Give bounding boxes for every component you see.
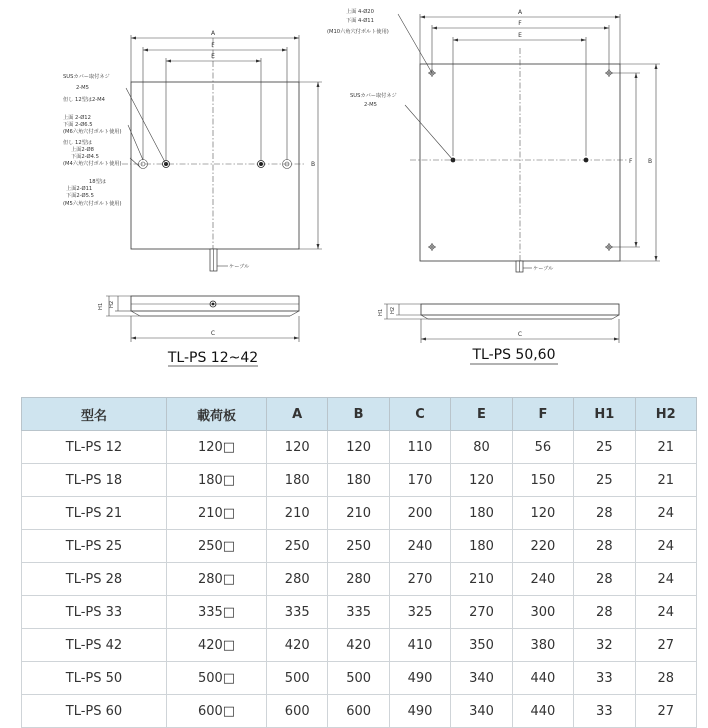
table-cell: 500□: [167, 662, 267, 695]
col-header-e: E: [451, 398, 512, 431]
table-cell: 420: [328, 629, 389, 662]
table-cell: 490: [389, 662, 450, 695]
note-line: 下面 2-Ø6.5: [63, 122, 93, 128]
table-cell: 27: [635, 695, 696, 728]
table-cell: 340: [451, 662, 512, 695]
table-cell: 280: [328, 563, 389, 596]
table-cell: 210: [328, 497, 389, 530]
note-line: 上面2-Ø11: [66, 186, 93, 192]
note-line: (M4六角穴付ボルト使用): [63, 161, 122, 167]
table-cell: 600: [267, 695, 328, 728]
note-line: (M10六角穴付ボルト使用): [327, 29, 389, 35]
col-header-a: A: [267, 398, 328, 431]
table-cell: TL-PS 50: [22, 662, 167, 695]
table-cell: TL-PS 60: [22, 695, 167, 728]
table-row: [22, 563, 697, 596]
table-row: [22, 530, 697, 563]
note-line: 2-M5: [364, 102, 377, 108]
table-cell: 335: [267, 596, 328, 629]
table-cell: 180: [451, 497, 512, 530]
table-cell: 350: [451, 629, 512, 662]
table-cell: 33: [574, 662, 635, 695]
note-line: 下面2-Ø4.5: [71, 154, 99, 160]
table-cell: 120: [512, 497, 573, 530]
right-dim-a-label: A: [517, 9, 523, 16]
table-cell: 210: [451, 563, 512, 596]
table-cell: 56: [512, 431, 573, 464]
table-cell: 380: [512, 629, 573, 662]
right-dim-b-label: B: [648, 158, 653, 165]
right-dim-h1-label: H1: [378, 308, 384, 316]
table-cell: 120□: [167, 431, 267, 464]
table-row: [22, 662, 697, 695]
note-line: 上面 2-Ø12: [63, 115, 91, 121]
table-row: [22, 431, 697, 464]
note-line: 下面 4-Ø11: [346, 18, 374, 24]
col-header-model: 型名: [22, 398, 167, 431]
table-cell: 21: [635, 464, 696, 497]
col-header-c: C: [389, 398, 450, 431]
left-notes: [63, 72, 122, 207]
table-cell: 33: [574, 695, 635, 728]
table-cell: TL-PS 42: [22, 629, 167, 662]
table-cell: 28: [635, 662, 696, 695]
note-line: 上面2-Ø8: [71, 147, 94, 153]
table-cell: 500: [328, 662, 389, 695]
note-line: (M5六角穴付ボルト使用): [63, 201, 122, 207]
table-cell: 250: [267, 530, 328, 563]
table-cell: 120: [328, 431, 389, 464]
table-cell: 500: [267, 662, 328, 695]
right-side-view: [378, 304, 619, 364]
note-line: (M6六角穴付ボルト使用): [63, 129, 122, 135]
right-plan-view: [327, 7, 660, 272]
right-view-title: TL-PS 50,60: [472, 347, 556, 363]
table-cell: 240: [389, 530, 450, 563]
table-cell: 24: [635, 530, 696, 563]
table-cell: 300: [512, 596, 573, 629]
spec-table: [21, 397, 697, 728]
table-cell: 80: [451, 431, 512, 464]
right-cable-label: ケーブル: [533, 266, 554, 272]
right-dim-h2-label: H2: [390, 306, 396, 314]
table-cell: 280: [267, 563, 328, 596]
col-header-b: B: [328, 398, 389, 431]
right-dim-f-label: F: [518, 20, 522, 27]
table-cell: TL-PS 12: [22, 431, 167, 464]
table-cell: TL-PS 33: [22, 596, 167, 629]
left-dim-f-label: F: [211, 42, 215, 49]
left-plan-view: [63, 30, 322, 271]
table-cell: 28: [574, 563, 635, 596]
right-dim-f-vertical-label: F: [629, 158, 633, 165]
table-cell: 210□: [167, 497, 267, 530]
left-dim-h1-label: H1: [98, 302, 104, 310]
table-cell: 210: [267, 497, 328, 530]
table-cell: 270: [389, 563, 450, 596]
table-cell: 325: [389, 596, 450, 629]
table-cell: 335: [328, 596, 389, 629]
table-cell: 410: [389, 629, 450, 662]
col-header-f: F: [512, 398, 573, 431]
right-dim-e-label: E: [518, 32, 522, 39]
table-row: [22, 596, 697, 629]
col-header-h2: H2: [635, 398, 696, 431]
table-cell: 150: [512, 464, 573, 497]
col-header-plate: 載荷板: [167, 398, 267, 431]
left-view-title: TL-PS 12~42: [167, 350, 259, 366]
table-cell: 120: [451, 464, 512, 497]
table-row: [22, 464, 697, 497]
note-line: 2-M5: [76, 85, 89, 91]
table-cell: 28: [574, 497, 635, 530]
table-cell: 200: [389, 497, 450, 530]
right-dim-c-label: C: [517, 331, 523, 338]
table-cell: 180: [328, 464, 389, 497]
table-cell: 220: [512, 530, 573, 563]
note-line: 但し 12型は2-M4: [63, 97, 105, 103]
table-cell: 240: [512, 563, 573, 596]
table-row: [22, 629, 697, 662]
table-cell: 110: [389, 431, 450, 464]
col-header-h1: H1: [574, 398, 635, 431]
note-line: SUSカバー取付ネジ: [350, 93, 397, 99]
note-line: 但し 12型は: [63, 140, 92, 146]
note-line: 上面 4-Ø20: [346, 9, 374, 15]
note-line: 18型は: [89, 179, 106, 185]
table-cell: 250: [328, 530, 389, 563]
left-dim-h2-label: H2: [109, 300, 115, 308]
table-cell: 340: [451, 695, 512, 728]
table-cell: 24: [635, 596, 696, 629]
table-cell: 280□: [167, 563, 267, 596]
table-header-row: [22, 398, 697, 431]
table-cell: TL-PS 28: [22, 563, 167, 596]
left-dim-b-label: B: [311, 161, 316, 168]
table-cell: 28: [574, 530, 635, 563]
table-cell: 170: [389, 464, 450, 497]
table-cell: 250□: [167, 530, 267, 563]
note-line: 下面2-Ø5.5: [66, 193, 94, 199]
left-side-view: [98, 296, 299, 366]
table-cell: 440: [512, 695, 573, 728]
table-cell: 335□: [167, 596, 267, 629]
table-cell: 600□: [167, 695, 267, 728]
table-cell: 27: [635, 629, 696, 662]
table-cell: 270: [451, 596, 512, 629]
left-dim-e-label: E: [211, 53, 215, 60]
table-cell: 180: [267, 464, 328, 497]
table-cell: 420: [267, 629, 328, 662]
table-cell: TL-PS 18: [22, 464, 167, 497]
table-cell: 440: [512, 662, 573, 695]
table-cell: 25: [574, 431, 635, 464]
left-dim-a-label: A: [210, 30, 216, 37]
table-cell: 180: [451, 530, 512, 563]
table-cell: 32: [574, 629, 635, 662]
table-cell: 490: [389, 695, 450, 728]
table-cell: 24: [635, 563, 696, 596]
table-cell: 24: [635, 497, 696, 530]
table-cell: 21: [635, 431, 696, 464]
table-cell: TL-PS 25: [22, 530, 167, 563]
table-cell: 420□: [167, 629, 267, 662]
left-dim-c-label: C: [210, 330, 216, 337]
table-cell: 180□: [167, 464, 267, 497]
table-cell: 28: [574, 596, 635, 629]
note-line: SUSカバー取付ネジ: [63, 74, 110, 80]
table-row: [22, 497, 697, 530]
table-cell: 25: [574, 464, 635, 497]
table-cell: TL-PS 21: [22, 497, 167, 530]
table-cell: 120: [267, 431, 328, 464]
left-cable-label: ケーブル: [229, 264, 250, 270]
table-row: [22, 695, 697, 728]
table-cell: 600: [328, 695, 389, 728]
